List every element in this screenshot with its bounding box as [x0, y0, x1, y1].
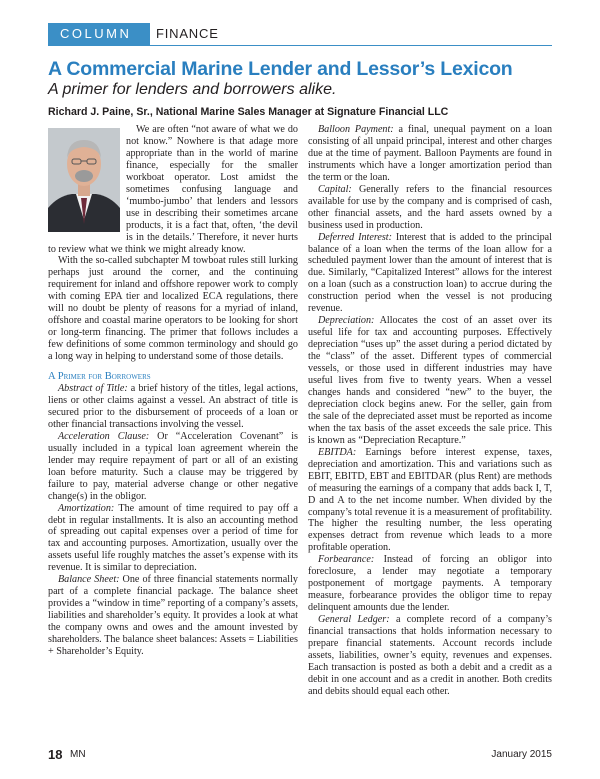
section-label: FINANCE: [156, 26, 219, 41]
definition: Generally refers to the financial resources available for use by the company and is comprised of cash, other financial assets, and the hard assets owned by a business used in production.: [308, 183, 552, 231]
page-number: 18: [48, 747, 63, 762]
term: EBITDA:: [318, 446, 357, 458]
term: Balloon Payment:: [318, 124, 394, 135]
term-depreciation: [308, 315, 552, 446]
term: Abstract of Title:: [58, 383, 128, 395]
term: Deferred Interest:: [318, 231, 392, 243]
term-deferred-interest: [308, 232, 552, 316]
term-acceleration-clause: [48, 431, 298, 503]
definition: One of three financial statements normally part of a complete financial package. The balance sheet provides a “window in time” reporting of a company’s assets, liabilities and shareholder’s equity. It provides a look at what the company owns and owes and the amount invested by shareholders. The balance sheet balances: Assets = Liabilities + Shareholder’s Equity.: [48, 574, 298, 657]
term: Forbearance:: [318, 554, 375, 566]
column-header: [0, 23, 600, 45]
definition: Interest that is added to the principal balance of a loan when the terms of the loan allow for a scheduled payment lower than the amount of interest that is due. Similarly, “Capitalized Interest” allows for the interest on a loan (such as a construction loan) to accrue during the construction period when the vessel is not producing revenue.: [308, 231, 552, 315]
term-forbearance: [308, 554, 552, 614]
left-column: [48, 124, 298, 658]
definition: Or “Acceleration Covenant” is usually included in a typical loan agreement wherein the lender may require repayment of part or all of an existing loan before maturity. Such a clause may be triggered by failure to pay, material adverse change or other negative change(s) in the obligor.: [48, 430, 298, 502]
header-rule: [48, 45, 552, 46]
column-tag: [48, 23, 150, 45]
page-footer: [48, 747, 552, 761]
definition: The amount of time required to pay off a debt in regular installments. It is also an accounting method of spreading out capital expenses over a period of time for tax and accounting purposes. Amortization, usually over the assets useful life roughly matches the asset’s expense with its revenue. It is similar to depreciation.: [48, 502, 298, 574]
term-balloon-payment: [308, 124, 552, 184]
term-abstract-of-title: [48, 383, 298, 431]
term-amortization: [48, 503, 298, 575]
section-subhead: A Primer for Borrowers: [48, 371, 151, 383]
term-ebitda: [308, 447, 552, 555]
column-label: COLUMN: [60, 26, 132, 41]
term: General Ledger:: [318, 614, 390, 626]
definition: a complete record of a company’s financial transactions that holds information necessary to prepare financial statements. Account records include assets, liabilities, owner’s equity, revenues and expenses. Each transaction is posted as both a debit and a credit as a debit in one account and as a credit in another. Both credits and debits should equal each other.: [308, 614, 552, 697]
definition: a final, unequal payment on a loan consisting of all unpaid principal, interest and other charges due at the time of payment. Balloon Payments are found in instruments which have a longer amortization period than the term or the loan.: [308, 124, 553, 183]
issue-date: January 2015: [491, 749, 552, 760]
intro-paragraph-2: With the so-called subchapter M towboat rules still lurking perhaps just around the corner, and the continuing requirement for inland and offshore repower work to comply with coming EPA tier and localized ECA regulations, there will no doubt be plenty of reasons for a myriad of inland, offshore and coastal marine operators to be looking for short or long-term financing. The primer that follows includes a few definitions of some common terminology and should go a long way in helping to understand some of those details.: [48, 255, 298, 363]
term: Amortization:: [58, 502, 115, 514]
byline: Richard J. Paine, Sr., National Marine Sales Manager at Signature Financial LLC: [48, 106, 449, 118]
article-title: A Commercial Marine Lender and Lessor’s Lexicon: [48, 58, 513, 80]
right-column: [308, 124, 552, 698]
photo-wrap-space: [48, 124, 126, 232]
definition: a brief history of the titles, legal actions, liens or other claims against a vessel. An abstract of title is secured prior to the disbursement of proceeds of a loan or other financial transactions involving the vessel.: [48, 383, 298, 430]
term-capital: [308, 184, 552, 232]
term: Depreciation:: [318, 315, 375, 327]
definition: Allocates the cost of an asset over its useful life for tax and accounting purposes. Effectively depreciation “uses up” the asset during a period dictated by the “class” of the asset. Different types of commercial vessels, or those used in different industries may have useful lives from five to twenty years. When a vessel changes hands and considered “new” to the buyer, the depreciation clock begins anew. For the seller, gain from the sale of the depreciated asset must be reported as income when the tax basis of the asset exceeds the sale price. This is known as “Depreciation Recapture.”: [308, 315, 552, 446]
intro-paragraph-1: We are often “not aware of what we do not know.” Nowhere is that adage more appropriate than in the world of marine finance, especially for the smaller workboat operator. Lost amidst the sometimes confusing language and ‘mumbo-jumbo’ that lenders and lessors use in describing their sometimes arcane products, it is a fact that, often, ‘the devil is in the details.’ Therefore, it never hurts to review what we think we might already know.: [48, 124, 298, 255]
term-general-ledger: [308, 614, 552, 698]
term: Capital:: [318, 183, 352, 195]
term: Acceleration Clause:: [58, 430, 150, 442]
definition: Instead of forcing an obligor into foreclosure, a lender may negotiate a temporary postponement of mortgage payments. A temporary measure, forbearance provides the obligor time to repay delinquent amounts due the lender.: [308, 554, 552, 614]
definition: Earnings before interest expense, taxes, depreciation and amortization. This and variations such as EBIT, EBITD, EBT and EBITDAR (plus Rent) are methods of measuring the earnings of a company that adds back I, T, D and A to the net income number. When divided by the company’s total revenue it is a measurement of profitability. The higher the resulting number, the less operating expenses detract from revenue which leads to a more profitable operation.: [308, 446, 552, 554]
magazine-name: MN: [70, 749, 86, 760]
term-balance-sheet: [48, 574, 298, 658]
term: Balance Sheet:: [58, 574, 120, 586]
article-subtitle: A primer for lenders and borrowers alike.: [48, 81, 337, 98]
